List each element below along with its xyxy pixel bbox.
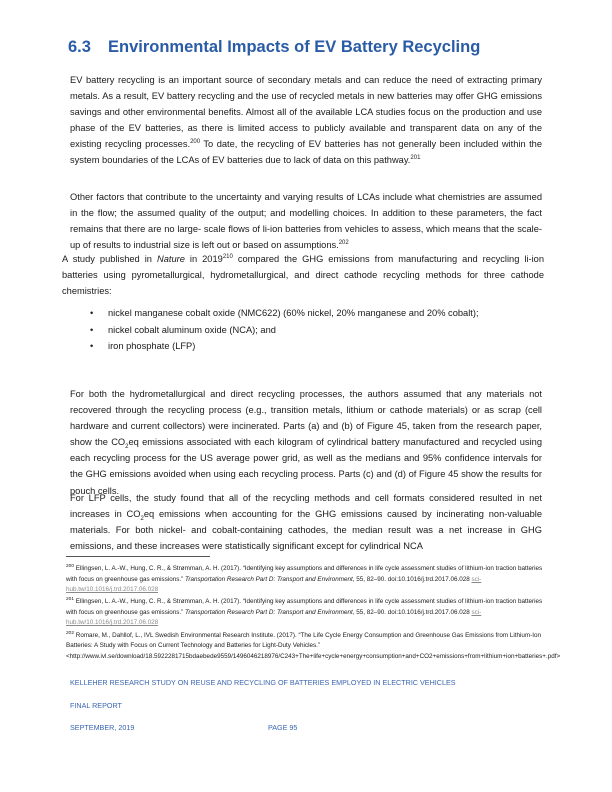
paragraph-text: A study published in [62,254,157,264]
section-number: 6.3 [68,38,91,56]
footnote-ref-210[interactable]: 210 [222,253,233,260]
footnote-201 [66,595,544,628]
footnote-text: , 55, 82–90. doi:10.1016/j.trd.2017.06.028 [352,608,472,616]
paragraph-text: in 2019 [184,254,223,264]
paragraph-text: To date, the recycling of EV batteries has not generally been included within the system boundaries of the LCAs of EV batteries due to lack of data on this pathway. [70,139,542,166]
footnote-link[interactable]: sci-hub.tw/10.1016/j.trd.2017.06.028 [66,608,482,627]
paragraph-recycling-intro [70,72,542,169]
paragraph-text: Other factors that contribute to the uncertainty and varying results of LCAs include what chemistries are assumed in the flow; the assumed quality of the output; and modelling choices. In addition to these parameters, the fact remains that there are no large- scale flows of li-ion batteries from vehicles to assess, which means that the scale-up of results to industrial size is left out or based on assumptions. [70,192,542,251]
footer-report-title: KELLEHER RESEARCH STUDY ON REUSE AND RECYCLING OF BATTERIES EMPLOYED IN ELECTRIC VEHICLES [70,678,456,687]
footnote-text: , 55, 82–90. doi:10.1016/j.trd.2017.06.028 [352,575,472,583]
subscript: 2 [140,515,144,522]
section-heading [68,38,480,57]
footer-page-number: PAGE 95 [268,723,298,732]
footnote-ref-202[interactable]: 202 [338,240,349,247]
paragraph-text: EV battery recycling is an important source of secondary metals and can reduce the need of extracting primary metals. As a result, EV battery recycling and the use of recycled metals in new batteries may offer GHG emissions savings and other environmental benefits. Almost all of the available LCA studies focus on the production and use phase of the EV batteries, as there is limited access to publicly available and transparent data on any of the existing recycling processes. [70,75,542,150]
footnote-number: 200 [66,564,75,569]
footnote-divider [66,556,210,557]
footnote-journal: Transportation Research Part D: Transport and Environment [185,608,353,616]
footnote-202 [66,629,561,662]
footer-date: SEPTEMBER, 2019 [70,723,135,732]
paragraph-text: For both the hydrometallurgical and direct recycling processes, the authors assumed that any materials not recovered through the recycling process (e.g., transition metals, lithium or cathode materials) or as scrap (cell hardware and current collectors) were incinerated. Parts (a) and (b) of Figure 45, taken from the research paper, show the CO [70,389,542,448]
footnote-number: 201 [66,597,75,603]
paragraph-recycling-processes [70,386,542,499]
list-item: • nickel cobalt aluminum oxide (NCA); and [90,322,530,339]
footnote-200 [66,562,544,595]
paragraph-nature-study [62,251,544,299]
section-title: Environmental Impacts of EV Battery Recycling [108,38,481,56]
journal-name: Nature [156,254,185,264]
footer-report-type: FINAL REPORT [70,701,122,710]
footnote-text: Romare, M., Dahllof, L., IVL Swedish Environmental Research Institute. (2017). “The Life Cycle Energy Consumption and Greenhouse Gas Emissions from Lithium-Ion Batteries: A Study with Focus on Current Technology and Batteries for Light-Duty Vehicles.” <http://www.ivl.se/download/18.5922281715bdaebede9559/1496046218976/C243+The+life+cycle+energy+consumption+and+CO2+emissions+from+lithium+ion+batteries+.pdf> [66,631,561,660]
paragraph-text: eq emissions when accounting for the GHG emissions caused by incinerating non-valuable materials. For both nickel- and cobalt-containing cathodes, the median result was a net increase in GHG emissions, and these increases were statistically significant except for cylindrical NCA [70,509,542,552]
list-item: • iron phosphate (LFP) [90,338,530,355]
paragraph-lfp-findings [70,490,542,554]
paragraph-text: For LFP cells, the study found that all of the recycling methods and cell formats considered resulted in net increases in CO [70,493,542,520]
footnote-ref-201[interactable]: 201 [410,155,421,162]
footnote-link[interactable]: sci-hub.tw/10.1016/j.trd.2017.06.028 [66,575,482,593]
footnote-text: Ellingsen, L. A.-W., Hung, C. R., & Strømman, A. H. (2017). “Identifying key assumptions and differences in life cycle assessment studies of lithium-ion traction batteries with focus on greenhouse gas emissions.” [66,598,543,616]
paragraph-text: eq emissions associated with each kilogram of cylindrical battery manufactured and recycled using each recycling process for the US average power grid, as well as the medians and 95% confidence intervals for the GHG emissions avoided when using each recycling process. Parts (c) and (d) of Figure 45 show the results for pouch cells. [70,437,542,496]
footnote-text: Ellingsen, L. A.-W., Hung, C. R., & Strømman, A. H. (2017). “Identifying key assumptions and differences in life cycle assessment studies of lithium-ion traction batteries with focus on greenhouse gas emissions.” [66,565,543,583]
cathode-chemistry-list [90,305,530,355]
footnote-ref-200[interactable]: 200 [190,139,201,146]
list-item: • nickel manganese cobalt oxide (NMC622) (60% nickel, 20% manganese and 20% cobalt); [90,305,530,322]
footnote-journal: Transportation Research Part D: Transport and Environment [185,575,353,583]
subscript: 2 [125,444,129,451]
footnote-number: 202 [66,630,75,636]
paragraph-text: compared the GHG emissions from manufacturing and recycling li-ion batteries using pyrometallurgical, hydrometallurgical, and direct cathode recycling methods for three cathode chemistries: [62,254,545,297]
footnotes [66,562,561,662]
paragraph-uncertainty-factors [70,189,542,253]
